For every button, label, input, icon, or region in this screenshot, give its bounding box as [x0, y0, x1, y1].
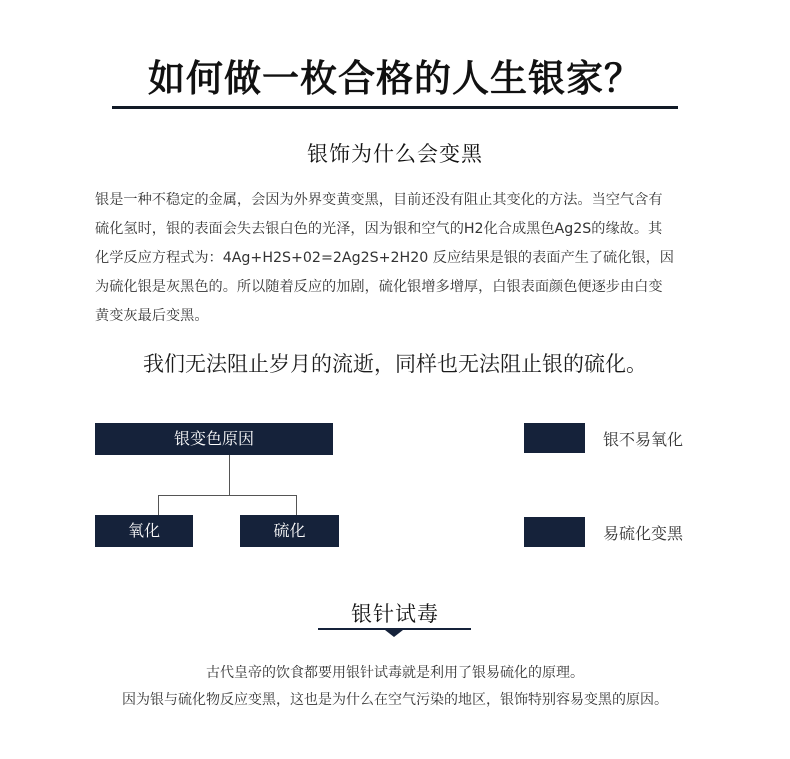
tree-connector-left	[158, 495, 159, 515]
paragraph-line: 为硫化银是灰黑色的。所以随着反应的加剧，硫化银增多增厚，白银表面颜色便逐步由白变	[95, 279, 663, 295]
slogan: 我们无法阻止岁月的流逝，同样也无法阻止银的硫化。	[143, 352, 647, 376]
cause-root-box: 银变色原因	[95, 423, 333, 455]
legend-label-oxidation: 银不易氧化	[603, 430, 684, 449]
cause-sulfidation-box: 硫化	[240, 515, 339, 547]
legend-label-sulfidation: 易硫化变黑	[603, 524, 684, 543]
paragraph-line: 黄变灰最后变黑。	[95, 308, 209, 324]
cause-oxidation-box: 氧化	[95, 515, 193, 547]
page-title: 如何做一枚合格的人生银家？	[148, 57, 642, 100]
section-title-blackening: 银饰为什么会变黑	[307, 142, 483, 166]
note-line: 古代皇帝的饮食都要用银针试毒就是利用了银易硫化的原理。	[206, 665, 584, 681]
paragraph-line: 硫化氢时，银的表面会失去银白色的光泽，因为银和空气的H2化合成黑色Ag2S的缘故。其	[95, 221, 663, 237]
legend-swatch-oxidation	[524, 423, 585, 453]
tree-connector-vertical	[229, 455, 230, 496]
title-underline	[112, 106, 678, 109]
tree-connector-right	[296, 495, 297, 515]
explanation-paragraph	[95, 186, 695, 331]
underline-pointer-icon	[385, 630, 403, 637]
section-title-silver-needle: 银针试毒	[351, 602, 439, 626]
tree-connector-horizontal	[158, 495, 297, 496]
paragraph-line: 化学反应方程式为：4Ag+H2S+02=2Ag2S+2H20 反应结果是银的表面产生了硫化银，因	[95, 250, 674, 266]
legend-swatch-sulfidation	[524, 517, 585, 547]
paragraph-line: 银是一种不稳定的金属，会因为外界变黄变黑，目前还没有阻止其变化的方法。当空气含有	[95, 192, 663, 208]
note-line: 因为银与硫化物反应变黑，这也是为什么在空气污染的地区，银饰特别容易变黑的原因。	[122, 692, 668, 708]
